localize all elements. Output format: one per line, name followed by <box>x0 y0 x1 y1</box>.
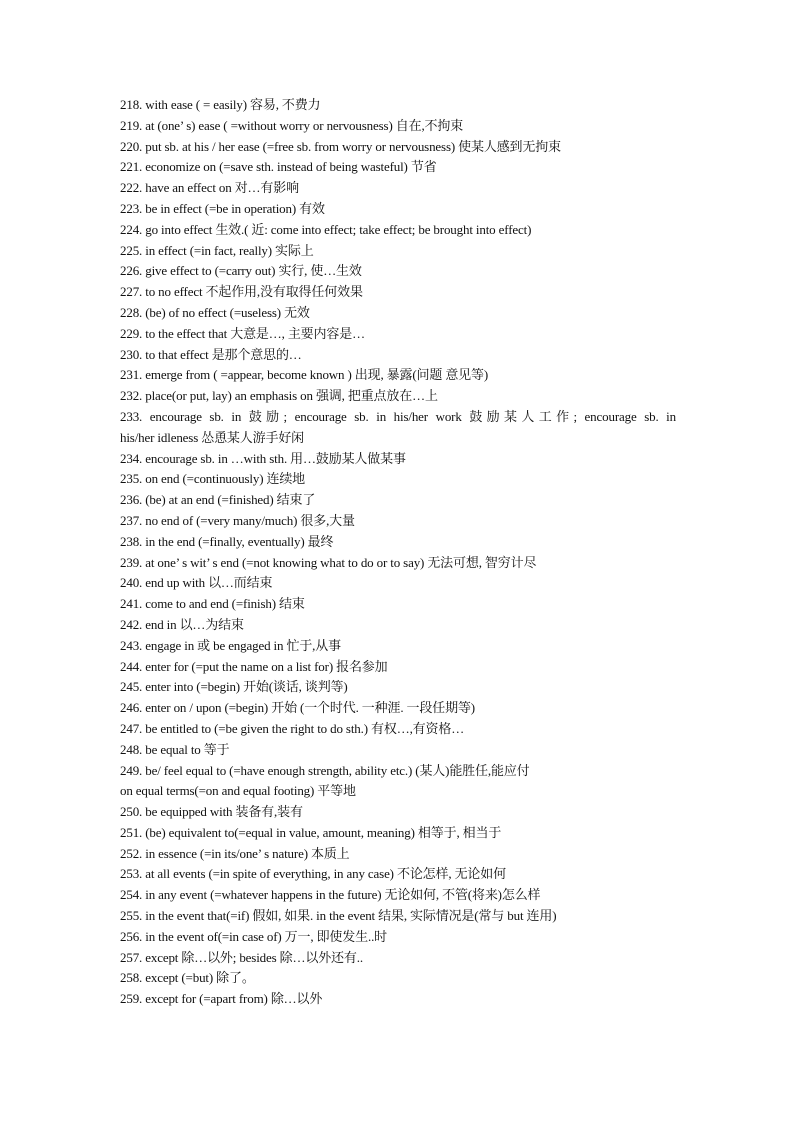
entry-237: 237. no end of (=very many/much) 很多,大量 <box>120 512 355 528</box>
entry-225: 225. in effect (=in fact, really) 实际上 <box>120 242 314 258</box>
entry-246: 246. enter on / upon (=begin) 开始 (一个时代. 一种涯. 一段任期等) <box>120 700 475 716</box>
entry-253: 253. at all events (=in spite of everything, in any case) 不论怎样, 无论如何 <box>120 866 506 882</box>
entry-221: 221. economize on (=save sth. instead of being wasteful) 节省 <box>120 159 437 175</box>
entry-256: 256. in the event of(=in case of) 万一, 即使发生..时 <box>120 928 388 944</box>
entry-247: 247. be entitled to (=be given the right to do sth.) 有权…,有资格… <box>120 720 465 736</box>
entry-224: 224. go into effect 生效.( 近: come into effect; take effect; be brought into effect) <box>120 221 532 237</box>
entry-242: 242. end in 以…为结束 <box>120 616 244 632</box>
entry-232: 232. place(or put, lay) an emphasis on 强调, 把重点放在…上 <box>120 388 438 404</box>
entry-223: 223. be in effect (=be in operation) 有效 <box>120 200 325 216</box>
entry-233: 233. encourage sb. in 鼓励; encourage sb. in his/her work 鼓励某人工作; encourage sb. in <box>120 408 676 424</box>
entry-249-continued: on equal terms(=on and equal footing) 平等地 <box>120 783 356 799</box>
entry-252: 252. in essence (=in its/one’ s nature) 本质上 <box>120 845 350 861</box>
entry-230: 230. to that effect 是那个意思的… <box>120 346 302 362</box>
entry-250: 250. be equipped with 装备有,装有 <box>120 804 303 820</box>
entry-240: 240. end up with 以…而结束 <box>120 575 273 591</box>
entry-249: 249. be/ feel equal to (=have enough strength, ability etc.) (某人)能胜任,能应付 <box>120 762 530 778</box>
entry-229: 229. to the effect that 大意是…, 主要内容是… <box>120 325 365 341</box>
entry-259: 259. except for (=apart from) 除…以外 <box>120 991 323 1007</box>
entry-255: 255. in the event that(=if) 假如, 如果. in the event 结果, 实际情况是(常与 but 连用) <box>120 908 557 924</box>
entry-222: 222. have an effect on 对…有影响 <box>120 180 299 196</box>
entry-248: 248. be equal to 等于 <box>120 741 230 757</box>
entry-251: 251. (be) equivalent to(=equal in value, amount, meaning) 相等于, 相当于 <box>120 824 502 840</box>
entry-219: 219. at (one’ s) ease ( =without worry or nervousness) 自在,不拘束 <box>120 117 464 133</box>
vocabulary-list <box>120 95 676 1010</box>
entry-226: 226. give effect to (=carry out) 实行, 使…生效 <box>120 263 362 279</box>
entry-218: 218. with ease ( = easily) 容易, 不费力 <box>120 97 321 112</box>
entry-241: 241. come to and end (=finish) 结束 <box>120 596 305 612</box>
entry-257: 257. except 除…以外; besides 除…以外还有.. <box>120 949 363 965</box>
entry-235: 235. on end (=continuously) 连续地 <box>120 471 306 487</box>
entry-239: 239. at one’ s wit’ s end (=not knowing what to do or to say) 无法可想, 智穷计尽 <box>120 554 537 570</box>
entry-228: 228. (be) of no effect (=useless) 无效 <box>120 304 310 320</box>
entry-243: 243. engage in 或 be engaged in 忙于,从事 <box>120 637 341 653</box>
entry-236: 236. (be) at an end (=finished) 结束了 <box>120 492 316 508</box>
entry-227: 227. to no effect 不起作用,没有取得任何效果 <box>120 284 363 300</box>
entry-234: 234. encourage sb. in …with sth. 用…鼓励某人做某事 <box>120 450 406 466</box>
entry-254: 254. in any event (=whatever happens in the future) 无论如何, 不管(将来)怎么样 <box>120 887 541 903</box>
entry-244: 244. enter for (=put the name on a list for) 报名参加 <box>120 658 388 674</box>
entry-233-continued: his/her idleness 怂恿某人游手好闲 <box>120 429 305 445</box>
entry-238: 238. in the end (=finally, eventually) 最终 <box>120 533 334 549</box>
entry-220: 220. put sb. at his / her ease (=free sb. from worry or nervousness) 使某人感到无拘束 <box>120 138 561 154</box>
entry-258: 258. except (=but) 除了。 <box>120 970 255 986</box>
entry-245: 245. enter into (=begin) 开始(谈话, 谈判等) <box>120 679 348 695</box>
entry-231: 231. emerge from ( =appear, become known ) 出现, 暴露(问题 意见等) <box>120 367 489 383</box>
